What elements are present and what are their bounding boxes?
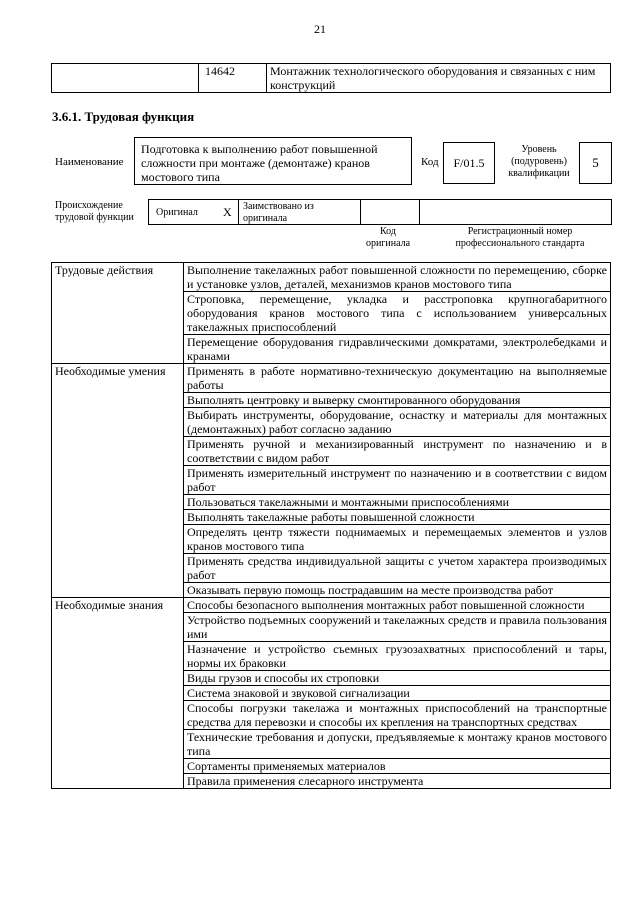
- list-item: Применять в работе нормативно-техническую документацию на выполняемые работы: [184, 364, 611, 393]
- function-code: F/01.5: [443, 142, 495, 184]
- list-item: Способы безопасного выполнения монтажных работ повышенной сложности: [184, 598, 611, 613]
- function-name: Подготовка к выполнению работ повышенной сложности при монтаже (демонтаже) кранов мостового типа: [134, 137, 412, 185]
- reg-number-cell: [419, 199, 612, 225]
- list-item: Выбирать инструменты, оборудование, оснастку и материалы для монтажных (демонтажных) работ согласно заданию: [184, 408, 611, 437]
- code-original-cell: [360, 199, 420, 225]
- section-label: Необходимые знания: [52, 598, 184, 789]
- occupation-table: [51, 63, 611, 93]
- list-item: Оказывать первую помощь пострадавшим на месте производства работ: [184, 583, 611, 598]
- list-item: Применять измерительный инструмент по назначению и в соответствии с видом работ: [184, 466, 611, 495]
- list-item: Устройство подъемных сооружений и такелажных средств и правила пользования ими: [184, 613, 611, 642]
- list-item: Технические требования и допуски, предъявляемые к монтажу кранов мостового типа: [184, 730, 611, 759]
- list-item: Строповка, перемещение, укладка и расстроповка крупногабаритного оборудования кранов мостового типа с использованием универсальных такелажных приспособлений: [184, 292, 611, 335]
- list-item: Перемещение оборудования гидравлическими домкратами, электролебедками и кранами: [184, 335, 611, 364]
- list-item: Система знаковой и звуковой сигнализации: [184, 686, 611, 701]
- reg-number-label: Регистрационный номер профессионального стандарта: [455, 226, 585, 249]
- list-item: Пользоваться такелажными и монтажными приспособлениями: [184, 495, 611, 510]
- list-item: Определять центр тяжести поднимаемых и перемещаемых элементов и узлов кранов мостового типа: [184, 525, 611, 554]
- table-row: [52, 364, 611, 393]
- list-item: Виды грузов и способы их строповки: [184, 671, 611, 686]
- list-item: Способы погрузки такелажа и монтажных приспособлений на транспортные средства для перевозки и способы их крепления на транспортных средствах: [184, 701, 611, 730]
- original-text: Оригинал: [156, 207, 198, 218]
- section-label: Необходимые умения: [52, 364, 184, 598]
- list-item: Выполнять такелажные работы повышенной сложности: [184, 510, 611, 525]
- list-item: Применять ручной и механизированный инструмент по назначению и в соответствии с видом работ: [184, 437, 611, 466]
- table-row: [52, 263, 611, 292]
- level-value: 5: [579, 142, 612, 184]
- list-item: Назначение и устройство съемных грузозахватных приспособлений и тары, нормы их браковки: [184, 642, 611, 671]
- table-row: [52, 598, 611, 613]
- occupation-empty-cell: [52, 64, 199, 93]
- function-details-table: [51, 262, 611, 789]
- list-item: Выполнять центровку и выверку смонтированного оборудования: [184, 393, 611, 408]
- list-item: Правила применения слесарного инструмента: [184, 774, 611, 789]
- list-item: Сортаменты применяемых материалов: [184, 759, 611, 774]
- list-item: Применять средства индивидуальной защиты с учетом характера производимых работ: [184, 554, 611, 583]
- original-cell: [148, 199, 239, 225]
- name-label: Наименование: [55, 156, 124, 168]
- section-title: 3.6.1. Трудовая функция: [52, 109, 195, 124]
- section-label: Трудовые действия: [52, 263, 184, 364]
- page-number: 21: [314, 22, 326, 36]
- borrowed-cell: [238, 199, 361, 225]
- level-label: Уровень (подуровень) квалификации: [508, 144, 570, 179]
- code-original-label: Код оригинала: [365, 226, 411, 249]
- list-item: Выполнение такелажных работ повышенной сложности по перемещению, сборке и установке узлов, деталей, механизмов кранов мостового типа: [184, 263, 611, 292]
- occupation-title: Монтажник технологического оборудования и связанных с ним конструкций: [267, 64, 611, 93]
- code-label: Код: [421, 156, 439, 168]
- origin-label: Происхождение трудовой функции: [55, 200, 134, 223]
- x-mark: X: [223, 205, 232, 219]
- borrowed-text: Заимствовано из оригинала: [243, 201, 314, 224]
- origin-row: [148, 199, 612, 225]
- occupation-code: 14642: [199, 64, 267, 93]
